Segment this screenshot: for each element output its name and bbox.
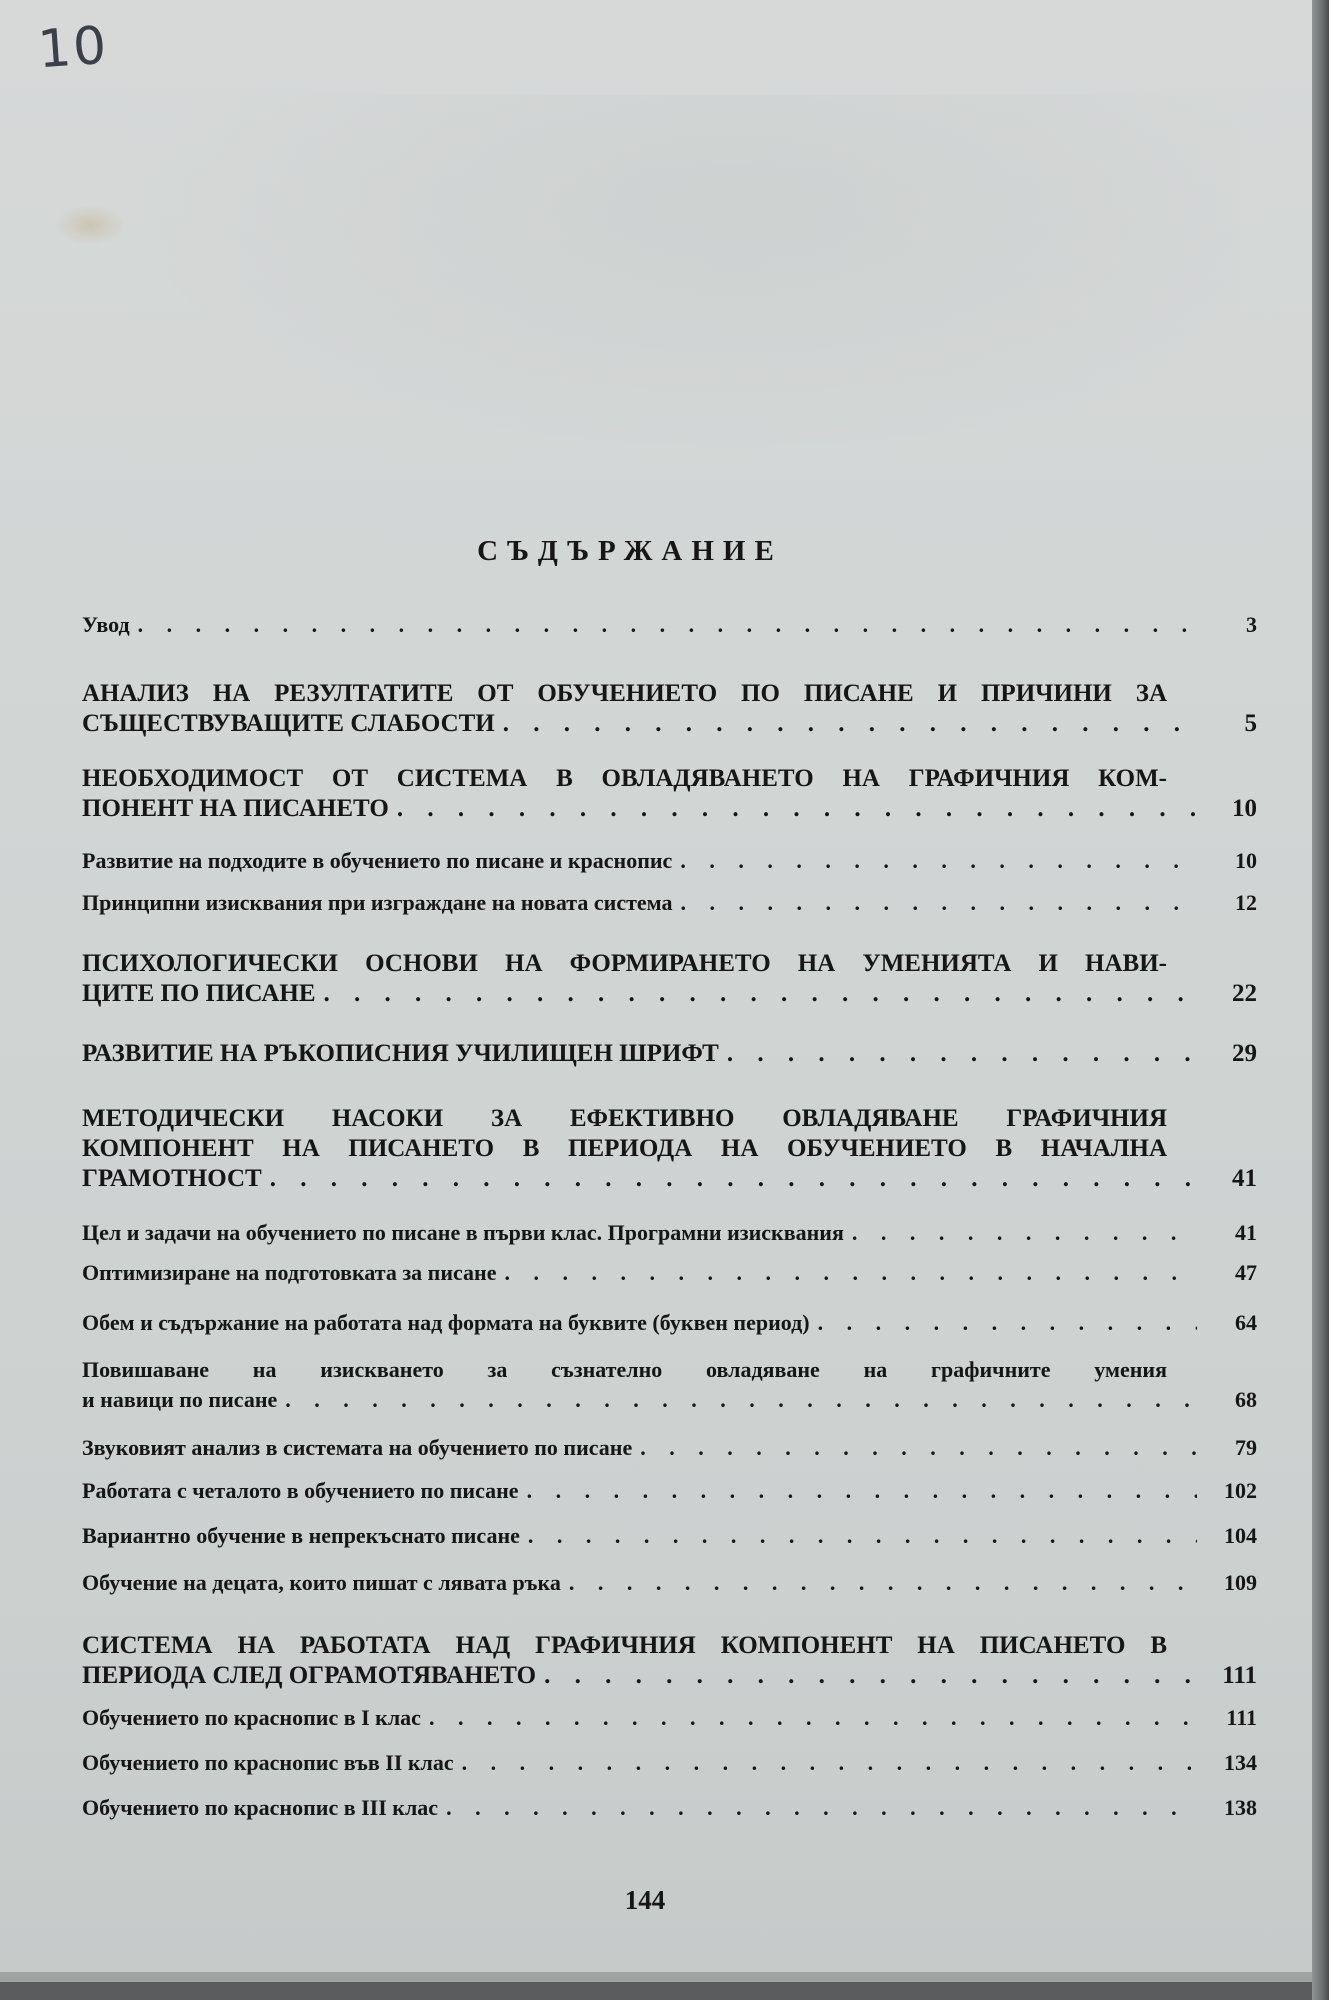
toc-page-number: 68 (1235, 1387, 1257, 1412)
toc-entry-text: Обучението по краснопис във II клас (82, 1750, 454, 1775)
toc-page-number: 134 (1224, 1750, 1257, 1775)
toc-page-number: 79 (1235, 1435, 1257, 1460)
dot-leader (505, 1260, 1198, 1286)
toc-entry-text: МЕТОДИЧЕСКИ НАСОКИ ЗА ЕФЕКТИВНО ОВЛАДЯВАНЕ ГРАФИЧНИЯ (82, 1105, 1167, 1132)
toc-entry-text: ГРАМОТНОСТ (82, 1165, 262, 1192)
toc-entry-text: НЕОБХОДИМОСТ ОТ СИСТЕМА В ОВЛАДЯВАНЕТО НА ГРАФИЧНИЯ КОМ- (82, 765, 1167, 792)
dot-leader (446, 1795, 1197, 1821)
toc-entry (82, 890, 1257, 920)
toc-entry-text: Увод (82, 612, 130, 637)
dot-leader (429, 1705, 1197, 1731)
page-edge (1312, 0, 1329, 2000)
toc-entry (82, 1310, 1257, 1340)
toc-page-number: 104 (1224, 1523, 1257, 1548)
toc-entry-text: СИСТЕМА НА РАБОТАТА НАД ГРАФИЧНИЯ КОМПОНЕНТ НА ПИСАНЕТО В (82, 1632, 1167, 1659)
dot-leader (503, 710, 1197, 738)
toc-entry-text: КОМПОНЕНТ НА ПИСАНЕТО В ПЕРИОДА НА ОБУЧЕНИЕТО В НАЧАЛНА (82, 1135, 1167, 1162)
toc-entry (82, 765, 1257, 825)
toc-entry-text: ЦИТЕ ПО ПИСАНЕ (82, 980, 316, 1007)
toc-entry-text: ПСИХОЛОГИЧЕСКИ ОСНОВИ НА ФОРМИРАНЕТО НА УМЕНИЯТА И НАВИ- (82, 950, 1167, 977)
toc-entry-text: Повишаване на изискването за съзнателно овладяване на графичните умения (82, 1357, 1167, 1382)
dot-leader (681, 890, 1198, 916)
toc-entry (82, 1040, 1257, 1070)
toc-entry (82, 680, 1257, 740)
toc-entry (82, 1105, 1257, 1195)
toc-entry (82, 848, 1257, 878)
toc-page-number: 5 (1244, 710, 1257, 737)
toc-entry (82, 1220, 1257, 1250)
toc-page-number: 41 (1235, 1220, 1257, 1245)
toc-entry (82, 1632, 1257, 1692)
dot-leader (270, 1165, 1197, 1193)
dot-leader (852, 1220, 1197, 1246)
dot-leader (462, 1750, 1197, 1776)
toc-page-number: 47 (1235, 1260, 1257, 1285)
show-through-bleed (120, 95, 1240, 455)
toc-entry (82, 1478, 1257, 1508)
dot-leader (138, 612, 1197, 638)
toc-entry-text: Развитие на подходите в обучението по писане и краснопис (82, 848, 673, 873)
toc-entry-text: Обучението по краснопис в III клас (82, 1795, 439, 1820)
toc-entry-text: Оптимизиране на подготовката за писане (82, 1260, 497, 1285)
toc-entry-text: Обучението по краснопис в I клас (82, 1705, 421, 1730)
toc-page-number: 111 (1222, 1662, 1257, 1689)
toc-page-number: 138 (1224, 1795, 1257, 1820)
toc-page-number: 41 (1232, 1165, 1257, 1192)
toc-page-number: 12 (1235, 890, 1257, 915)
toc-page-number: 22 (1232, 980, 1257, 1007)
toc-entry-text: Обучение на децата, които пишат с лявата ръка (82, 1570, 561, 1595)
toc-page-number: 102 (1224, 1478, 1257, 1503)
toc-entry-text: Обем и съдържание на работата над формата на буквите (буквен период) (82, 1310, 810, 1335)
toc-entry (82, 1795, 1257, 1825)
page-title: СЪДЪРЖАНИЕ (477, 535, 783, 567)
toc-entry (82, 1523, 1257, 1553)
dot-leader (727, 1040, 1197, 1068)
dot-leader (527, 1478, 1197, 1504)
toc-entry-text: Вариантно обучение в непрекъснато писане (82, 1523, 520, 1548)
toc-entry (82, 1570, 1257, 1600)
toc-entry-text: и навици по писане (82, 1387, 278, 1412)
toc-entry-text: Звуковият анализ в системата на обучението по писане (82, 1435, 633, 1460)
toc-entry-text: СЪЩЕСТВУВАЩИТЕ СЛАБОСТИ (82, 710, 495, 737)
toc-entry (82, 950, 1257, 1010)
toc-page-number: 64 (1235, 1310, 1257, 1335)
toc-entry-text: РАЗВИТИЕ НА РЪКОПИСНИЯ УЧИЛИЩЕН ШРИФТ (82, 1040, 719, 1067)
toc-entry-text: АНАЛИЗ НА РЕЗУЛТАТИТЕ ОТ ОБУЧЕНИЕТО ПО ПИСАНЕ И ПРИЧИНИ ЗА (82, 680, 1167, 707)
toc-page-number: 10 (1235, 848, 1257, 873)
toc-entry-text: Принципни изисквания при изграждане на новата система (82, 890, 673, 915)
toc-entry (82, 1435, 1257, 1465)
toc-entry-text: ПОНЕНТ НА ПИСАНЕТО (82, 795, 389, 822)
toc-page-number: 10 (1232, 795, 1257, 822)
toc-entry (82, 1750, 1257, 1780)
footer-page-number: 144 (624, 1885, 666, 1915)
toc-page-number: 111 (1226, 1705, 1257, 1730)
toc-page-number: 109 (1224, 1570, 1257, 1595)
toc-entry (82, 612, 1257, 642)
dot-leader (569, 1570, 1197, 1596)
dot-leader (528, 1523, 1197, 1549)
paper-stain (55, 205, 125, 245)
toc-page-number: 3 (1246, 612, 1257, 637)
handwritten-page-number: 10 (35, 15, 111, 81)
dot-leader (285, 1387, 1197, 1413)
dot-leader (640, 1435, 1197, 1461)
dot-leader (544, 1662, 1197, 1690)
toc-entry-text: Цел и задачи на обучението по писане в първи клас. Програмни изисквания (82, 1220, 844, 1245)
dot-leader (397, 795, 1197, 823)
dot-leader (818, 1310, 1197, 1336)
toc-entry (82, 1705, 1257, 1735)
dot-leader (680, 848, 1197, 874)
toc-entry-text: ПЕРИОДА СЛЕД ОГРАМОТЯВАНЕТО (82, 1662, 537, 1689)
toc-entry-text: Работата с четалото в обучението по писане (82, 1478, 519, 1503)
toc-entry (82, 1260, 1257, 1290)
toc-page-number: 29 (1232, 1040, 1257, 1067)
toc-entry (82, 1357, 1257, 1417)
dot-leader (324, 980, 1197, 1008)
